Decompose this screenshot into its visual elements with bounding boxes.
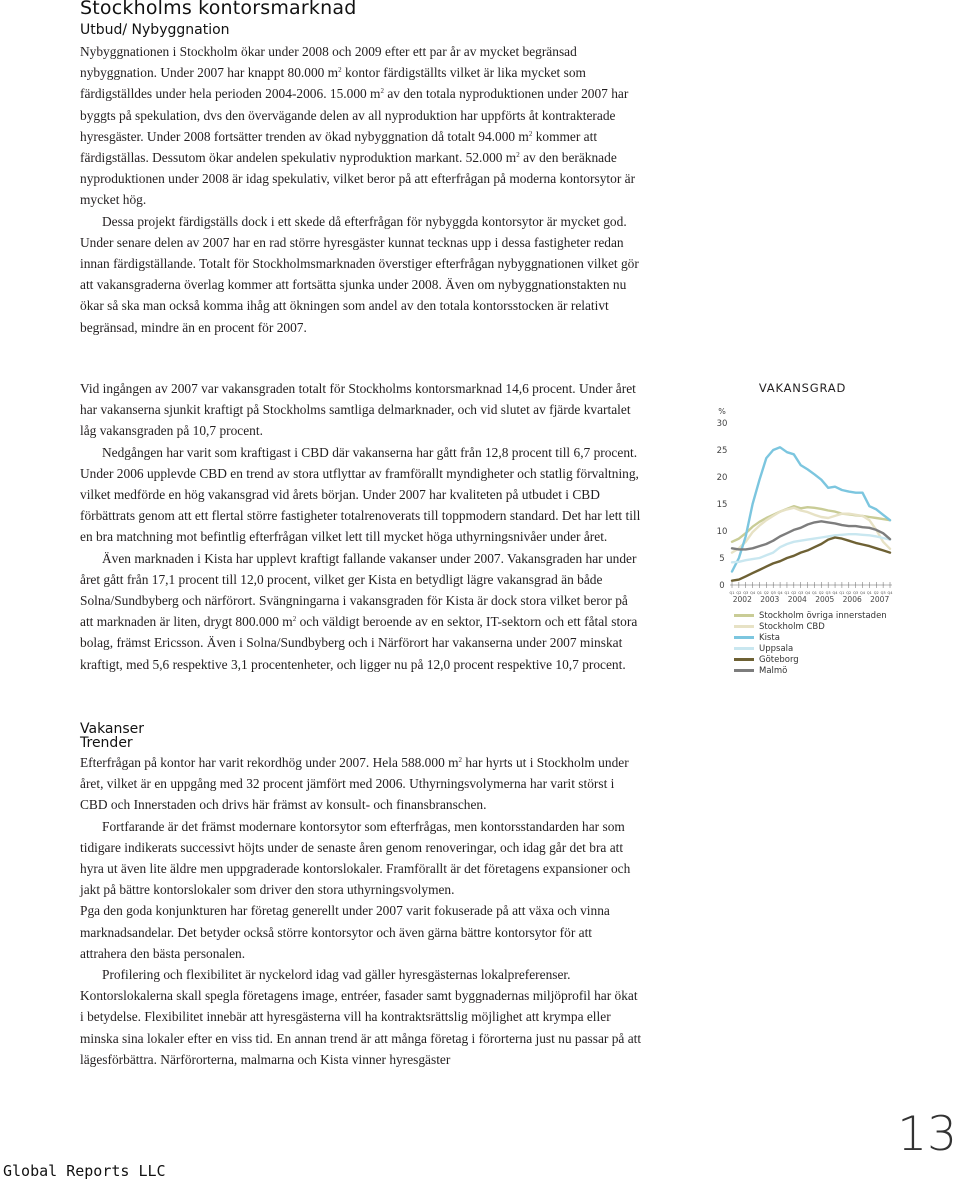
y-tick-label: 10 (716, 527, 728, 537)
superscript: 2 (292, 615, 297, 624)
year-tick-label: 2003 (760, 595, 780, 604)
paragraph (80, 211, 640, 338)
quarter-tick-label: Q2 (736, 591, 742, 595)
legend-label: Malmö (759, 665, 788, 676)
text-run: av den beräknade nyproduktionen under 2008 är idag spekulativ, vilket beror på att efterfrågan på moderna kontorsytor är mycket hög. (80, 150, 636, 208)
quarter-tick-label: Q3 (798, 591, 804, 595)
paragraph (80, 816, 642, 901)
quarter-tick-label: Q1 (784, 591, 790, 595)
quarter-tick-label: Q1 (729, 591, 735, 595)
year-tick-label: 2002 (732, 595, 752, 604)
quarter-tick-label: Q3 (825, 591, 831, 595)
text-run: Profilering och flexibilitet är nyckelord idag vad gäller hyresgästernas lokalpreferenser. Kontorslokalerna skall spegla företagens image, entréer, fasader samt byggnadernas miljöprofil har ökat i betydelse. Flexibilitet innebär att hyresgästerna vill ha kontraktsrättslig möjlighet att krympa eller minska sina lokaler efter en viss tid. En annan trend är att många företag i förorterna just nu passar på att lägesförbättra. Närförorterna, malmarna och Kista vinner hyresgäster (80, 967, 642, 1067)
year-tick-label: 2006 (842, 595, 862, 604)
vacancy-line-chart (700, 405, 900, 635)
text-run: kontor färdigställts vilket är lika mycket som färdigställdes under hela perioden 2004-2006. 15.000 m (80, 65, 586, 102)
legend-swatch (734, 647, 754, 650)
legend-label: Stockholm CBD (759, 621, 825, 632)
quarter-tick-label: Q2 (791, 591, 797, 595)
footer-brand: Global Reports LLC (3, 1162, 166, 1180)
section-heading-vakanser: Vakanser (80, 721, 145, 737)
text-run: Nybyggnationen i Stockholm ökar under 2008 och 2009 efter ett par år av mycket begränsad nybyggnation. Under 2007 har knappt 80.000 m (80, 44, 577, 81)
text-run: Vid ingången av 2007 var vakansgraden totalt för Stockholms kontorsmarknad 14,6 procent. Under året har vakanserna sjunkit kraftigt på Stockholms samtliga delmarknader, och vid slutet av fjärde kvartalet låg vakansgraden på 10,7 procent. (80, 381, 636, 439)
legend-swatch (734, 614, 754, 617)
y-axis-label: % (718, 407, 726, 416)
chart-legend (734, 610, 934, 676)
year-tick-label: 2005 (815, 595, 835, 604)
legend-label: Stockholm övriga innerstaden (759, 610, 887, 621)
legend-item (734, 665, 934, 676)
quarter-tick-label: Q2 (846, 591, 852, 595)
text-run: Även marknaden i Kista har upplevt kraftigt fallande vakanser under 2007. Vakansgraden har under året gått från 17,1 procent till 12,0 procent, vilket ger Kista en betydligt lägre vakansgrad än både Solna/Sundbyberg och närförort. Svängningarna i vakansgraden för Kista är dock stora vilket beror på att marknaden är liten, drygt 800.000 m (80, 550, 637, 630)
quarter-tick-label: Q1 (866, 591, 872, 595)
legend-swatch (734, 625, 754, 628)
legend-item (734, 632, 934, 643)
superscript: 2 (458, 756, 463, 764)
section-body-trender (80, 752, 642, 1070)
y-tick-label: 25 (716, 446, 728, 456)
text-run: har hyrts ut i Stockholm under året, vilket är en uppgång med 32 procent jämfört med 2006. Uthyrningsvolymerna har varit störst i CBD och Innerstaden och drivs här främst av konsult- och finansbranschen. (80, 755, 629, 813)
legend-swatch (734, 636, 754, 639)
legend-item (734, 621, 934, 632)
paragraph (80, 378, 642, 442)
legend-item (734, 643, 934, 654)
chart-title: VAKANSGRAD (758, 381, 847, 395)
quarter-tick-label: Q3 (770, 591, 776, 595)
legend-item (734, 610, 934, 621)
year-tick-label: 2004 (787, 595, 807, 604)
paragraph (80, 752, 642, 816)
page-number: 13 (897, 1107, 957, 1162)
text-run: Efterfrågan på kontor har varit rekordhög under 2007. Hela 588.000 m (80, 755, 459, 770)
superscript: 2 (516, 151, 520, 160)
legend-label: Uppsala (759, 643, 794, 654)
text-run: och väldigt beroende av en sektor, IT-sektorn och ett fåtal stora bolag, främst Ericsson. Även i Solna/Sundbyberg och i Närförort har vakanserna under 2007 minskat kraftigt, med 5,6 respektive 3,1 procentenheter, och ligger nu på 12,0 procent respektive 10,7 procent. (80, 614, 638, 672)
y-tick-label: 20 (716, 473, 728, 483)
section-body-vakanser (80, 378, 642, 675)
y-tick-label: 15 (716, 500, 728, 510)
legend-item (734, 654, 934, 665)
paragraph (80, 964, 642, 1070)
text-run: Pga den goda konjunkturen har företag generellt under 2007 varit fokuserade på att växa och vinna marknadsandelar. Det betyder också större kontorsytor och även gärna bättre kontorsytor för att attrahera den bästa personalen. (80, 903, 610, 961)
series-line-2 (732, 447, 890, 571)
quarter-tick-label: Q3 (853, 591, 859, 595)
legend-label: Kista (759, 632, 780, 643)
text-run: kommer att färdigställas. Dessutom ökar andelen spekulativ nyproduktion markant. 52.000 m (80, 128, 598, 166)
quarter-tick-label: Q1 (811, 591, 817, 595)
text-run: av den totala nyproduktionen under 2007 har byggts på spekulation, dvs den övervägande delen av all nyproduktion har uppförts åt kontrakterade hyresgäster. Under 2008 fortsätter trenden av ökad nybyggnation då totalt 94.000 m (80, 86, 629, 144)
superscript: 2 (380, 87, 384, 96)
quarter-tick-label: Q4 (750, 591, 756, 595)
legend-swatch (734, 669, 754, 672)
section-heading-utbud: Utbud/ Nybyggnation (80, 22, 230, 38)
quarter-tick-label: Q1 (839, 591, 845, 595)
superscript: 2 (528, 129, 533, 138)
section-body-utbud (80, 41, 640, 338)
paragraph (80, 41, 640, 211)
y-tick-label: 30 (716, 419, 728, 429)
quarter-tick-label: Q4 (860, 591, 866, 595)
quarter-tick-label: Q4 (832, 591, 838, 595)
quarter-tick-label: Q2 (818, 591, 824, 595)
paragraph (80, 548, 642, 675)
quarter-tick-label: Q3 (880, 591, 886, 595)
y-tick-label: 0 (719, 581, 725, 591)
text-run: Nedgången har varit som kraftigast i CBD där vakanserna har gått från 12,8 procent till 6,7 procent. Under 2006 upplevde CBD en trend av stora utflyttar av framförallt myndigheter och statlig förvaltning, vilket medförde en hög vakansgrad vid årets början. Under 2007 har kvaliteten på utbudet i CBD förbättrats genom att ett flertal större fastigheter totalrenoverats till toppmodern standard. Det har lett till en bra matchning mot befintlig efterfrågan vilket lett till mycket höga uthyrningsnivåer under året. (80, 444, 641, 545)
paragraph (80, 442, 642, 548)
quarter-tick-label: Q4 (777, 591, 783, 595)
section-heading-trender: Trender (80, 735, 133, 751)
quarter-tick-label: Q1 (756, 591, 762, 595)
paragraph (80, 900, 642, 964)
legend-swatch (734, 658, 754, 661)
quarter-tick-label: Q4 (887, 591, 893, 595)
y-tick-label: 5 (719, 554, 725, 564)
superscript: 2 (338, 66, 342, 75)
quarter-tick-label: Q4 (805, 591, 811, 595)
quarter-tick-label: Q2 (763, 591, 769, 595)
quarter-tick-label: Q2 (873, 591, 879, 595)
text-run: Dessa projekt färdigställs dock i ett skede då efterfrågan för nybyggda kontorsytor är mycket god. Under senare delen av 2007 har en rad större hyresgäster kunnat tecknas upp i dessa fastigheter redan innan färdigställande. Totalt för Stockholmsmarknaden överstiger efterfrågan nybyggnationen vilket gör att vakansgraderna överlag kommer att fortsätta sjunka under 2008. Även om nybyggnationstakten nu ökar så ska man också komma ihåg att ökningen som andel av den totala kontorsstocken är relativt begränsad, mindre än en procent för 2007. (80, 213, 639, 335)
year-tick-label: 2007 (870, 595, 890, 604)
quarter-tick-label: Q3 (743, 591, 749, 595)
page-title: Stockholms kontorsmarknad (80, 0, 357, 19)
legend-label: Göteborg (759, 654, 799, 665)
text-run: Fortfarande är det främst modernare kontorsytor som efterfrågas, men kontorsstandarden har som tidigare indikerats successivt höjts under de senaste åren genom renoveringar, och idag går det bra att hyra ut även lite äldre men uppgraderade kontorslokaler. Framförallt är det företagens expansioner och jakt på bättre kontorslokaler som driver den stora uthyrningsvolymen. (80, 818, 631, 898)
